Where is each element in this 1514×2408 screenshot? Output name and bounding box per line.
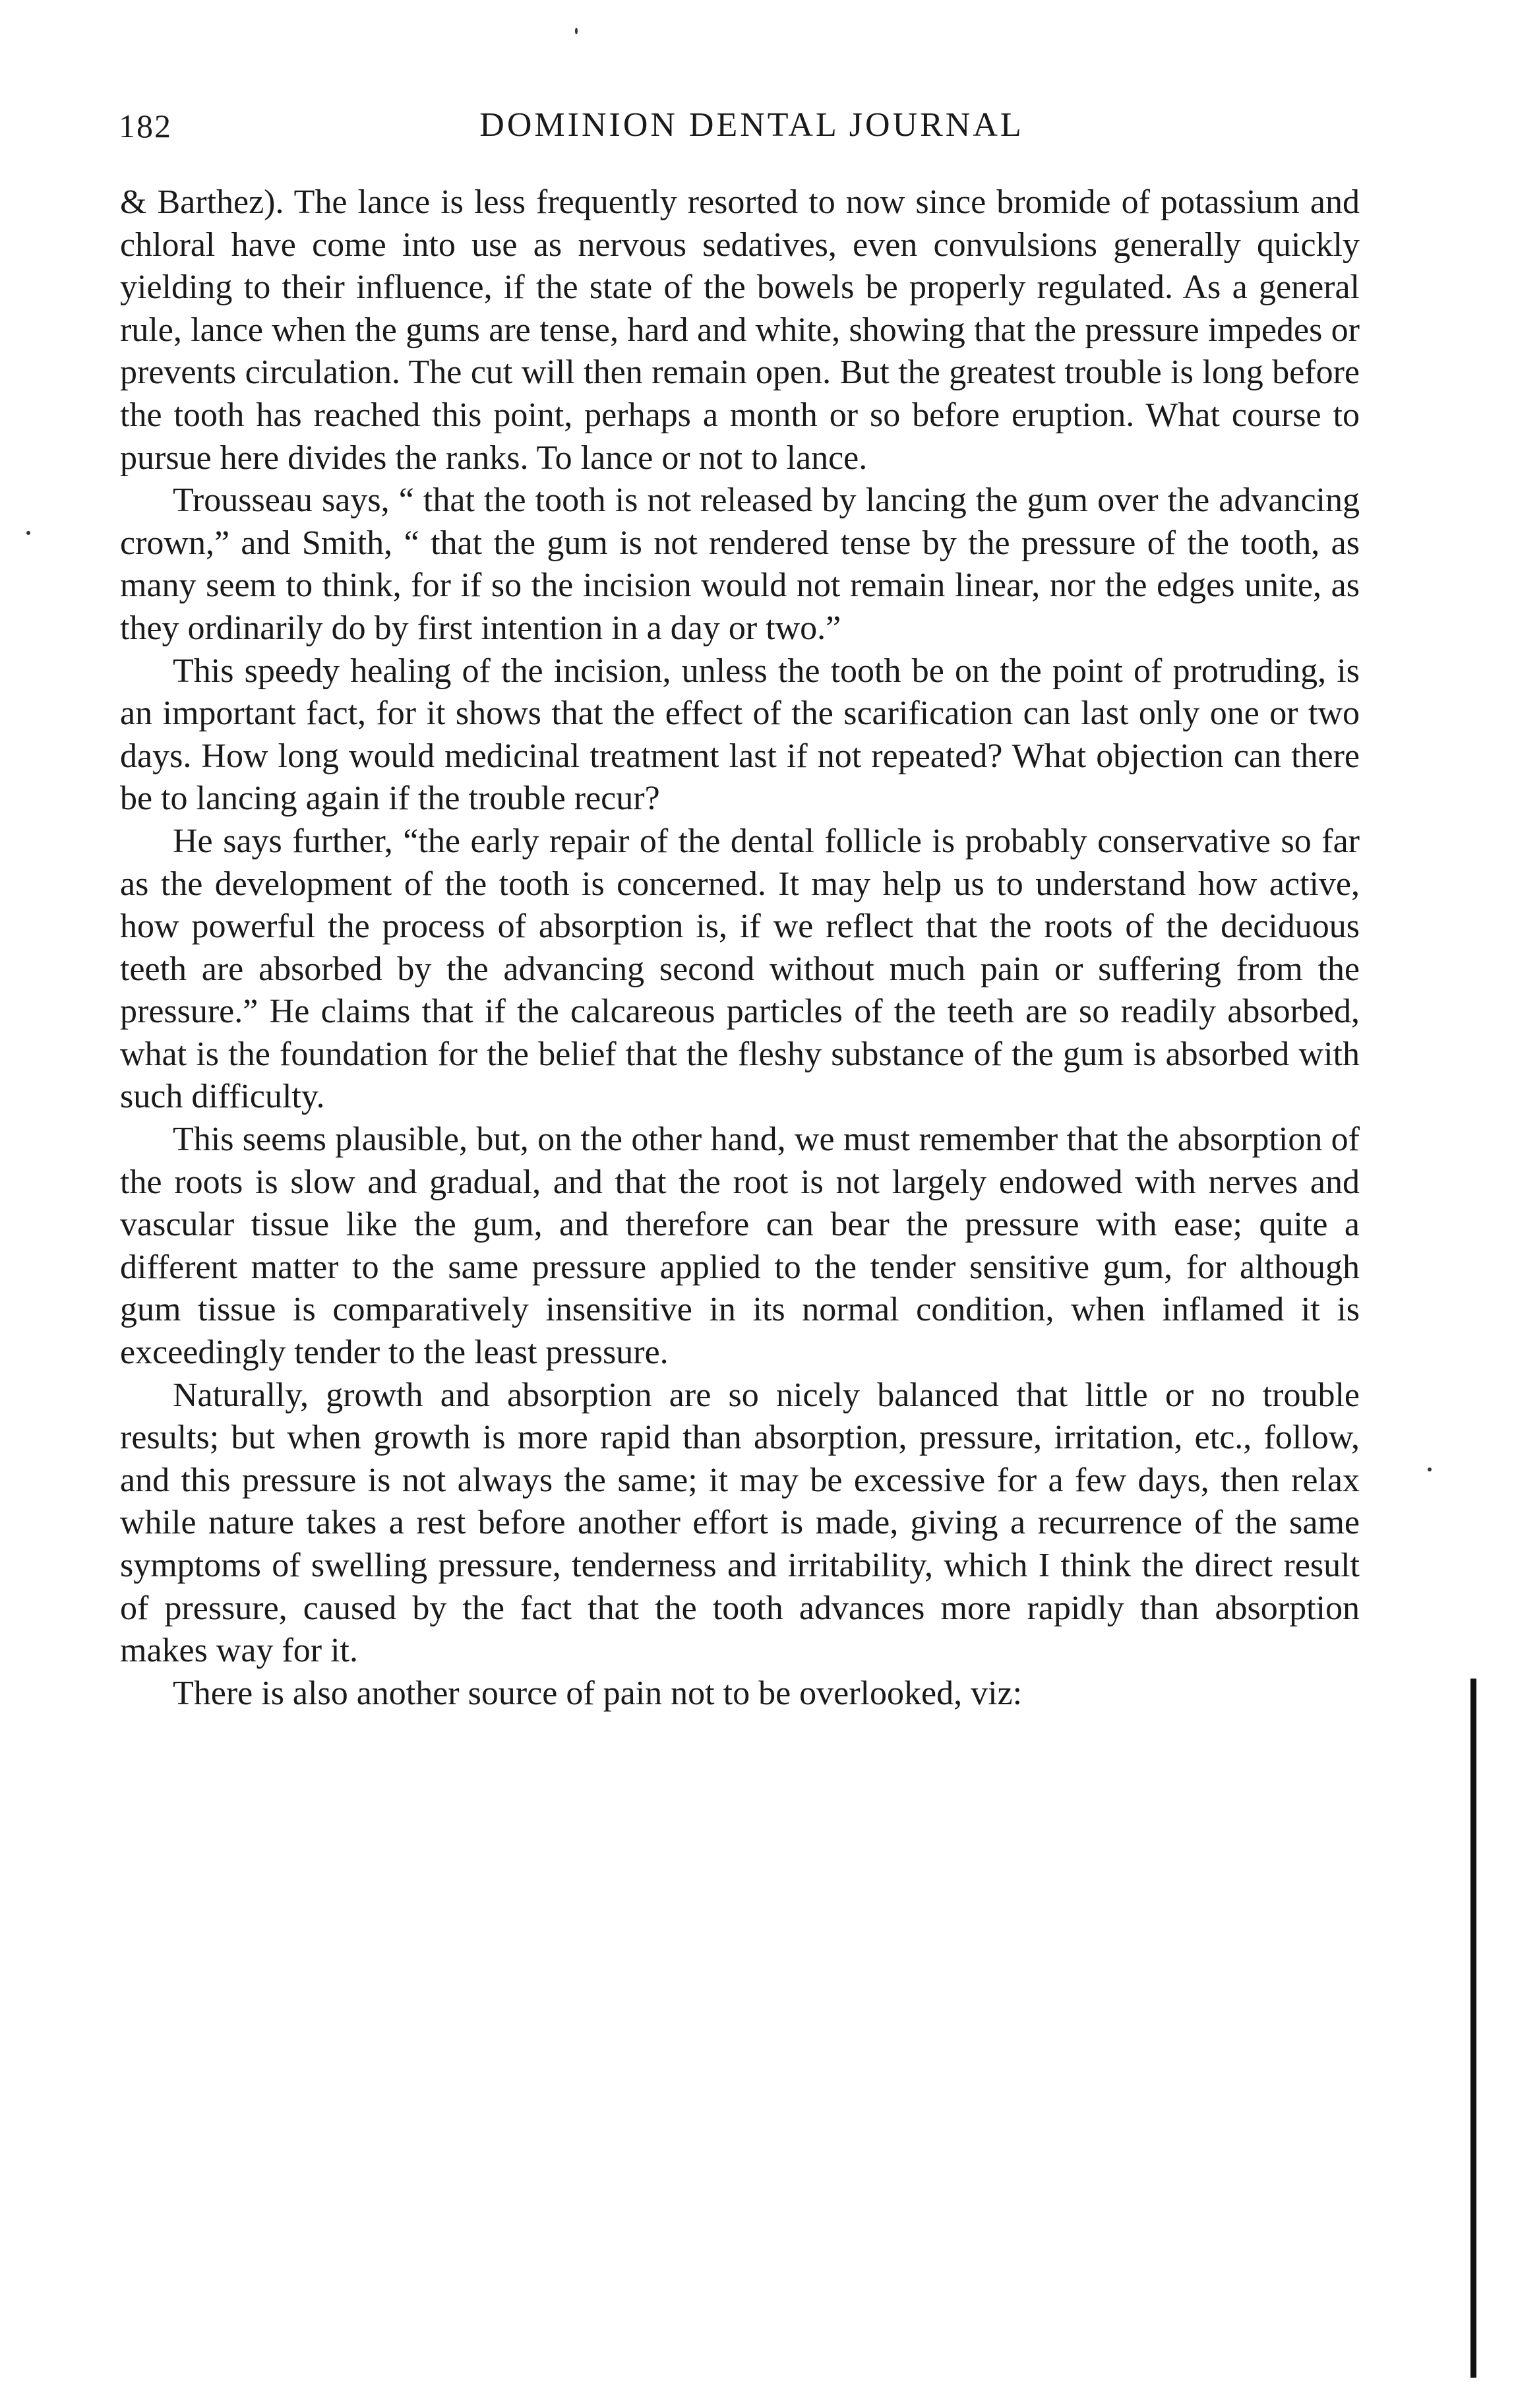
page-number: 182 — [119, 108, 172, 144]
scan-speck — [26, 531, 30, 535]
page-header — [119, 99, 1358, 158]
paragraph: Naturally, growth and absorption are so nicely balanced that little or no trouble results; but when growth is more rapid than absorption, pressure, irritation, etc., follow, and this pressure is not always the same; it may be excessive for a few days, then relax while nature takes a rest before another effort is made, giving a recurrence of the same symptoms of swelling pressure, tenderness and irritability, which I think the direct result of pressure, caused by the fact that the tooth advances more rapidly than absorption makes way for it. — [120, 1376, 1360, 1670]
scan-speck — [1428, 1467, 1432, 1471]
paragraph: This speedy healing of the incision, unless the tooth be on the point of protruding, is an important fact, for it shows that the effect of the scarification can last only one or two days. How long would medicinal treatment last if not repeated? What objection can there be to lancing again if the trouble recur? — [120, 652, 1360, 818]
paragraph: There is also another source of pain not to be overlooked, viz: — [173, 1674, 1023, 1712]
paragraph: He says further, “the early repair of the dental follicle is probably conservative so far as the development of the tooth is concerned. It may help us to understand how active, how powerful the process of absorption is, if we reflect that the roots of the deciduous teeth are absorbed by the advancing second without much pain or suffering from the pressure.” He claims that if the calcareous particles of the teeth are so readily absorbed, what is the foundation for the belief that the fleshy substance of the gum is absorbed with such difficulty. — [120, 822, 1360, 1116]
scan-speck — [575, 28, 578, 34]
paragraph: & Barthez). The lance is less frequently resorted to now since bromide of potassium and chloral have come into use as nervous sedatives, even convulsions generally quickly yielding to their influence, if the state of the bowels be properly regulated. As a general rule, lance when the gums are tense, hard and white, showing that the pressure impedes or prevents circulation. The cut will then remain open. But the greatest trouble is long before the tooth has reached this point, perhaps a month or so before eruption. What course to pursue here divides the ranks. To lance or not to lance. — [120, 183, 1360, 477]
margin-rule — [1470, 1679, 1476, 2378]
paragraph: Trousseau says, “ that the tooth is not released by lancing the gum over the advancing crown,” and Smith, “ that the gum is not rendered tense by the pressure of the tooth, as many seem to think, for if so the incision would not remain linear, nor the edges unite, as they ordinarily do by first intention in a day or two.” — [120, 481, 1360, 647]
running-head: DOMINION DENTAL JOURNAL — [479, 106, 1024, 144]
body-text — [120, 181, 1360, 1715]
paragraph: This seems plausible, but, on the other hand, we must remember that the absorption of the roots is slow and gradual, and that the root is not largely endowed with nerves and vascular tissue like the gum, and therefore can bear the pressure with ease; quite a different matter to the same pressure applied to the tender sensitive gum, for although gum tissue is comparatively insensitive in its normal condition, when inflamed it is exceedingly tender to the least pressure. — [120, 1121, 1360, 1372]
